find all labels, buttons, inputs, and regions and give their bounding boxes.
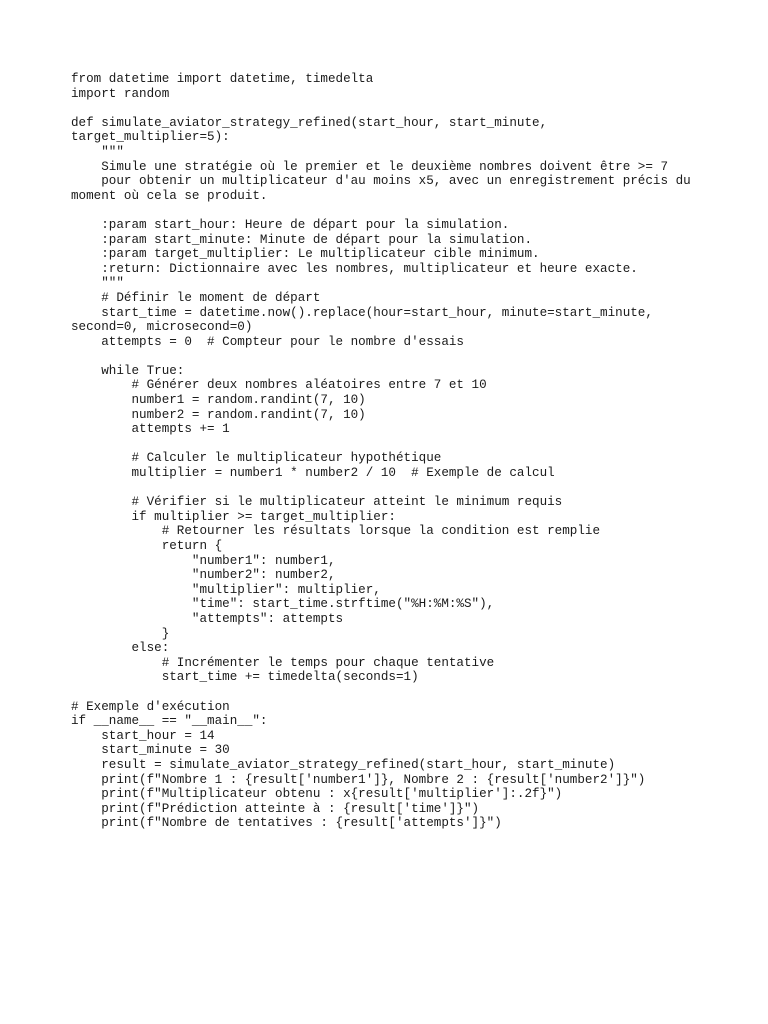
code-line: if __name__ == "__main__": <box>71 714 268 729</box>
code-line: start_time = datetime.now().replace(hour=start_hour, minute=start_minute, <box>71 305 653 320</box>
code-block <box>71 72 711 831</box>
code-line: "multiplier": multiplier, <box>71 582 381 597</box>
code-line: target_multiplier=5): <box>71 130 230 145</box>
code-line: attempts = 0 # Compteur pour le nombre d'essais <box>71 334 464 349</box>
code-line: # Incrémenter le temps pour chaque tentative <box>71 655 495 670</box>
code-line: start_hour = 14 <box>71 728 215 743</box>
code-line: print(f"Nombre 1 : {result['number1']}, Nombre 2 : {result['number2']}") <box>71 772 646 787</box>
code-line: return { <box>71 539 223 553</box>
code-line: number1 = random.randint(7, 10) <box>71 393 366 408</box>
code-line: "attempts": attempts <box>71 611 344 626</box>
code-line: print(f"Nombre de tentatives : {result['attempts']}") <box>71 816 502 831</box>
code-line: start_minute = 30 <box>71 743 230 758</box>
code-line: attempts += 1 <box>71 422 230 437</box>
code-line: """ <box>71 144 124 159</box>
code-line: :param start_minute: Minute de départ pour la simulation. <box>71 232 533 247</box>
code-line: # Définir le moment de départ <box>71 290 321 305</box>
code-line: :param target_multiplier: Le multiplicateur cible minimum. <box>71 247 540 262</box>
code-line: :return: Dictionnaire avec les nombres, multiplicateur et heure exacte. <box>71 261 638 276</box>
code-line: number2 = random.randint(7, 10) <box>71 407 366 422</box>
blank-line <box>71 349 711 364</box>
code-line: else: <box>71 641 170 656</box>
code-line: # Calculer le multiplicateur hypothétique <box>71 451 442 466</box>
code-line: """ <box>71 276 124 291</box>
code-line: moment où cela se produit. <box>71 188 268 203</box>
code-line: # Retourner les résultats lorsque la condition est remplie <box>71 524 601 539</box>
code-line: # Générer deux nombres aléatoires entre 7 et 10 <box>71 378 487 393</box>
code-line: :param start_hour: Heure de départ pour la simulation. <box>71 217 510 232</box>
code-line: start_time += timedelta(seconds=1) <box>71 670 419 685</box>
blank-line <box>71 685 711 700</box>
code-line: from datetime import datetime, timedelta <box>71 72 374 86</box>
code-line: Simule une stratégie où le premier et le deuxième nombres doivent être >= 7 <box>71 159 669 174</box>
code-line: def simulate_aviator_strategy_refined(start_hour, start_minute, <box>71 115 548 130</box>
code-line: if multiplier >= target_multiplier: <box>71 509 396 524</box>
code-line: result = simulate_aviator_strategy_refined(start_hour, start_minute) <box>71 757 616 772</box>
code-line: pour obtenir un multiplicateur d'au moins x5, avec un enregistrement précis du <box>71 174 691 189</box>
code-line: multiplier = number1 * number2 / 10 # Exemple de calcul <box>71 466 555 481</box>
code-line: # Vérifier si le multiplicateur atteint le minimum requis <box>71 495 563 510</box>
blank-line <box>71 481 711 496</box>
code-line: second=0, microsecond=0) <box>71 320 253 335</box>
blank-line <box>71 203 711 218</box>
code-line: } <box>71 626 170 641</box>
code-line: "time": start_time.strftime("%H:%M:%S"), <box>71 597 495 612</box>
code-line: # Exemple d'exécution <box>71 699 230 714</box>
code-line: while True: <box>71 363 185 378</box>
code-line: import random <box>71 86 170 101</box>
code-line: "number2": number2, <box>71 568 336 583</box>
blank-line <box>71 437 711 452</box>
code-line: print(f"Prédiction atteinte à : {result['time']}") <box>71 801 480 816</box>
code-line: "number1": number1, <box>71 553 336 568</box>
code-line: print(f"Multiplicateur obtenu : x{result['multiplier']:.2f}") <box>71 787 563 802</box>
blank-line <box>71 101 711 116</box>
